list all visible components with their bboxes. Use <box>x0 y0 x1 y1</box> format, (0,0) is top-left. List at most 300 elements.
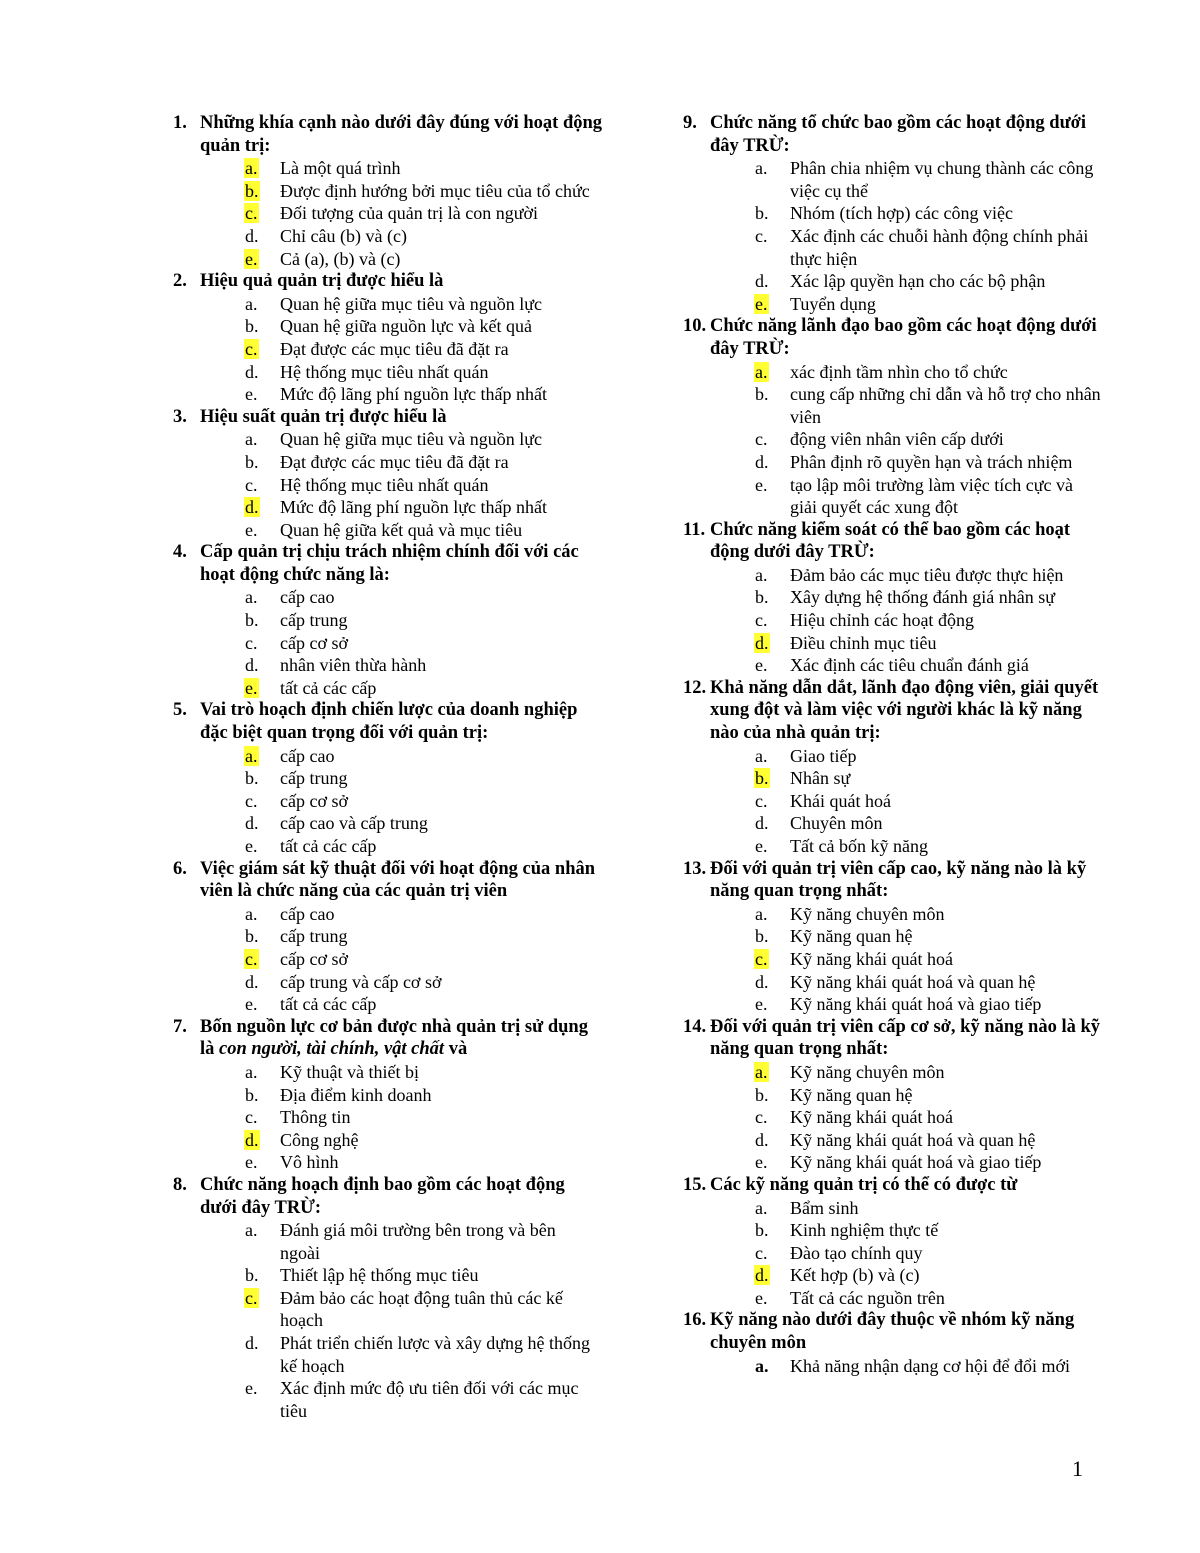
highlighted-answer-marker: a. <box>245 745 258 766</box>
option-letter <box>244 586 280 609</box>
option-text: Bẩm sinh <box>790 1197 859 1218</box>
question-text: Khả năng dẫn dắt, lãnh đạo động viên, giải quyết xung đột và làm việc với người khác là kỹ năng nào của nhà quản trị: <box>710 677 1099 744</box>
question-heading <box>173 406 603 429</box>
option-letter <box>244 293 280 316</box>
option-text: cấp cao và cấp trung <box>280 813 428 834</box>
answer-option <box>683 971 1113 994</box>
option-letter <box>754 790 790 813</box>
option-text: Nhóm (tích hợp) các công việc <box>790 203 1013 224</box>
answer-option <box>173 812 603 835</box>
option-text: Thiết lập hệ thống mục tiêu <box>280 1265 479 1286</box>
option-text: cấp trung và cấp cơ sở <box>280 971 442 992</box>
option-letter-text: d. <box>755 451 769 472</box>
option-text: cấp cao <box>280 587 335 608</box>
option-text: Đánh giá môi trường bên trong và bên ngoài <box>280 1220 556 1263</box>
option-text: tất cả các cấp <box>280 994 377 1015</box>
answer-option <box>683 1219 1113 1242</box>
answer-option <box>683 1084 1113 1107</box>
option-letter <box>754 1219 790 1242</box>
option-letter-text: d. <box>755 813 769 834</box>
option-text: Tất cả các nguồn trên <box>790 1287 945 1308</box>
answer-option <box>173 586 603 609</box>
option-letter <box>754 361 790 384</box>
option-text: Tuyển dụng <box>790 293 876 314</box>
question-item <box>173 699 603 857</box>
question-number: 7. <box>173 1016 187 1037</box>
option-letter-text: a. <box>245 903 258 924</box>
option-text: tạo lập môi trường làm việc tích cực và giải quyết các xung đột <box>790 474 1073 518</box>
question-heading <box>683 1174 1113 1197</box>
option-letter-text: b. <box>755 926 769 947</box>
option-letter-text: e. <box>245 836 258 856</box>
question-text: Hiệu suất quản trị được hiểu là <box>200 406 447 427</box>
option-letter-text: e. <box>245 1378 258 1399</box>
answer-options-list <box>683 1355 1113 1378</box>
option-text: Phát triển chiến lược và xây dựng hệ thống kế hoạch <box>280 1333 590 1376</box>
answer-options-list <box>683 745 1113 858</box>
answer-options-list <box>683 157 1113 315</box>
option-letter-text: d. <box>245 813 259 834</box>
option-letter-text: a. <box>755 903 768 924</box>
option-letter-text: c. <box>755 1107 768 1128</box>
option-letter-text: d. <box>755 1129 769 1150</box>
highlighted-answer-marker: b. <box>755 768 769 789</box>
option-letter <box>244 632 280 655</box>
option-letter <box>754 1197 790 1220</box>
answer-option <box>683 835 1113 858</box>
option-letter-text: a. <box>755 1355 769 1376</box>
option-letter <box>754 1106 790 1129</box>
option-letter-text: b. <box>755 1220 769 1241</box>
question-heading <box>683 858 1113 903</box>
option-letter-text: a. <box>245 587 258 608</box>
question-number: 14. <box>683 1016 707 1037</box>
option-text: cấp cơ sở <box>280 790 349 811</box>
answer-option <box>173 1106 603 1129</box>
option-letter-text: a. <box>755 1197 768 1218</box>
option-letter-text: a. <box>245 429 258 450</box>
option-letter <box>754 451 790 474</box>
option-text: Hệ thống mục tiêu nhất quán <box>280 474 489 495</box>
answer-option <box>683 925 1113 948</box>
option-letter <box>754 812 790 835</box>
question-item <box>683 1016 1113 1174</box>
question-item <box>683 112 1113 315</box>
answer-option <box>683 361 1113 384</box>
option-text: Kỹ năng khái quát hoá và quan hệ <box>790 1129 1036 1150</box>
highlighted-answer-marker: a. <box>245 158 258 179</box>
answer-option <box>173 609 603 632</box>
answer-option <box>173 971 603 994</box>
option-text: Hiệu chỉnh các hoạt động <box>790 610 974 631</box>
answer-option <box>173 338 603 361</box>
answer-option <box>173 428 603 451</box>
option-text: Điều chỉnh mục tiêu <box>790 632 937 653</box>
highlighted-answer-marker: a. <box>755 361 768 382</box>
question-item <box>173 541 603 699</box>
answer-option <box>683 1355 1113 1378</box>
option-text: Quan hệ giữa mục tiêu và nguồn lực <box>280 293 542 314</box>
option-letter-text: d. <box>755 271 769 292</box>
question-number: 8. <box>173 1174 187 1195</box>
question-heading <box>173 541 603 586</box>
option-letter-text: d. <box>245 1333 259 1354</box>
option-text: cấp cơ sở <box>280 948 349 969</box>
answer-option <box>683 812 1113 835</box>
option-letter-text: b. <box>245 926 259 947</box>
option-letter-text: a. <box>245 1220 258 1241</box>
option-text: Kết hợp (b) và (c) <box>790 1265 920 1286</box>
answer-option <box>173 496 603 519</box>
answer-option <box>173 767 603 790</box>
option-letter <box>244 1061 280 1084</box>
option-letter-text: b. <box>755 1084 769 1105</box>
option-text: cung cấp những chỉ dẫn và hỗ trợ cho nhân viên <box>790 384 1101 427</box>
answer-option <box>173 1061 603 1084</box>
option-letter <box>754 474 790 519</box>
option-letter <box>244 451 280 474</box>
highlighted-answer-marker: d. <box>755 632 769 653</box>
option-letter <box>754 993 790 1016</box>
question-number: 3. <box>173 406 187 427</box>
option-letter-text: e. <box>245 994 258 1015</box>
highlighted-answer-marker: c. <box>245 338 258 359</box>
answer-option <box>683 1242 1113 1265</box>
option-text: Được định hướng bởi mục tiêu của tổ chức <box>280 180 590 201</box>
answer-options-list <box>173 428 603 541</box>
question-text: Hiệu quả quản trị được hiểu là <box>200 271 444 292</box>
question-text: Kỹ năng nào dưới đây thuộc về nhóm kỹ năng chuyên môn <box>710 1310 1075 1354</box>
option-letter <box>244 496 280 519</box>
option-letter <box>244 1084 280 1107</box>
option-text: Kỹ năng chuyên môn <box>790 903 945 924</box>
answer-option <box>173 1264 603 1287</box>
option-text: Quan hệ giữa nguồn lực và kết quả <box>280 316 532 337</box>
option-letter-text: a. <box>755 745 768 766</box>
answer-option <box>683 745 1113 768</box>
option-text: Kinh nghiệm thực tế <box>790 1220 939 1241</box>
answer-option <box>683 1061 1113 1084</box>
option-text: Đạt được các mục tiêu đã đặt ra <box>280 451 509 472</box>
option-text: động viên nhân viên cấp dưới <box>790 429 1004 450</box>
question-number: 12. <box>683 677 707 698</box>
answer-option <box>683 586 1113 609</box>
highlighted-answer-marker: d. <box>245 497 259 518</box>
highlighted-answer-marker: e. <box>245 248 258 269</box>
option-letter-text: e. <box>245 519 258 540</box>
question-item <box>173 1016 603 1174</box>
highlighted-answer-marker: e. <box>755 293 768 314</box>
answer-option <box>683 225 1113 270</box>
answer-option <box>173 180 603 203</box>
option-text: Đảm bảo các mục tiêu được thực hiện <box>790 564 1064 585</box>
answer-option <box>683 270 1113 293</box>
question-text-italic: con người, tài chính, vật chất <box>219 1039 445 1060</box>
option-text: Là một quá trình <box>280 158 401 179</box>
option-text: Kỹ năng quan hệ <box>790 1084 913 1105</box>
answer-option <box>683 474 1113 519</box>
option-letter <box>754 1355 790 1378</box>
option-letter <box>244 971 280 994</box>
answer-option <box>173 925 603 948</box>
answer-option <box>173 157 603 180</box>
option-letter-text: c. <box>245 790 258 811</box>
option-text: Kỹ năng khái quát hoá và giao tiếp <box>790 1152 1042 1173</box>
highlighted-answer-marker: b. <box>245 180 259 201</box>
question-item <box>173 112 603 270</box>
question-text: Những khía cạnh nào dưới đây đúng với hoạt động quản trị: <box>200 113 603 156</box>
option-letter-text: b. <box>755 203 769 224</box>
option-letter <box>754 1264 790 1287</box>
question-item <box>683 519 1113 677</box>
option-letter <box>244 248 280 271</box>
answer-options-list <box>173 293 603 406</box>
option-text: Phân chia nhiệm vụ chung thành các công việc cụ thể <box>790 158 1094 201</box>
question-text: Chức năng hoạch định bao gồm các hoạt động dưới đây TRỪ: <box>200 1174 565 1218</box>
option-letter <box>754 609 790 632</box>
option-letter <box>244 993 280 1016</box>
option-letter <box>244 428 280 451</box>
option-text: Mức độ lãng phí nguồn lực thấp nhất <box>280 384 547 405</box>
answer-options-list <box>683 564 1113 677</box>
question-heading <box>173 699 603 744</box>
answer-option <box>173 474 603 497</box>
option-letter-text: b. <box>245 610 259 631</box>
right-column <box>683 112 1113 1377</box>
question-text-part: và <box>444 1039 468 1060</box>
answer-option <box>173 1084 603 1107</box>
question-text <box>200 1016 603 1061</box>
option-text: Đối tượng của quản trị là con người <box>280 203 538 224</box>
option-letter-text: e. <box>755 1287 768 1308</box>
option-letter <box>754 1084 790 1107</box>
option-letter <box>754 654 790 677</box>
option-text: Nhân sự <box>790 768 851 789</box>
answer-option <box>683 451 1113 474</box>
question-item <box>173 1174 603 1423</box>
answer-options-list <box>173 745 603 858</box>
option-text: cấp cao <box>280 745 335 766</box>
option-text: Khái quát hoá <box>790 790 891 811</box>
answer-option <box>683 993 1113 1016</box>
answer-option <box>173 293 603 316</box>
question-number: 11. <box>683 519 706 540</box>
option-text: cấp trung <box>280 610 348 631</box>
option-text: cấp cơ sở <box>280 632 349 653</box>
option-letter <box>754 428 790 451</box>
answer-options-list <box>683 903 1113 1016</box>
question-number: 1. <box>173 113 187 133</box>
question-item <box>173 270 603 406</box>
option-text: Tất cả bốn kỹ năng <box>790 836 928 856</box>
question-item <box>173 858 603 1016</box>
answer-options-list <box>683 361 1113 519</box>
question-number: 15. <box>683 1174 707 1195</box>
option-text: Mức độ lãng phí nguồn lực thấp nhất <box>280 497 547 518</box>
question-heading <box>683 315 1113 360</box>
option-letter <box>244 948 280 971</box>
question-number: 4. <box>173 542 187 563</box>
question-heading <box>683 1016 1113 1061</box>
option-letter <box>244 180 280 203</box>
option-letter <box>244 338 280 361</box>
answer-option <box>173 632 603 655</box>
answer-option <box>683 1106 1113 1129</box>
option-text: nhân viên thừa hành <box>280 655 427 676</box>
option-text: Khả năng nhận dạng cơ hội để đổi mới <box>790 1355 1070 1376</box>
option-letter-text: e. <box>755 474 768 495</box>
answer-option <box>683 293 1113 316</box>
question-number: 2. <box>173 271 187 292</box>
answer-options-list <box>683 1197 1113 1310</box>
question-text: Chức năng lãnh đạo bao gồm các hoạt động dưới đây TRỪ: <box>710 316 1097 359</box>
option-text: Quan hệ giữa mục tiêu và nguồn lực <box>280 429 542 450</box>
option-text: Địa điểm kinh doanh <box>280 1084 432 1105</box>
option-text: tất cả các cấp <box>280 677 377 698</box>
question-text: Chức năng kiểm soát có thể bao gồm các hoạt động dưới đây TRỪ: <box>710 519 1071 563</box>
option-letter-text: c. <box>755 790 768 811</box>
option-text: xác định tầm nhìn cho tổ chức <box>790 361 1008 382</box>
answer-option <box>173 361 603 384</box>
option-letter <box>244 383 280 406</box>
answer-option <box>683 609 1113 632</box>
question-item <box>683 858 1113 1016</box>
option-text: Cả (a), (b) và (c) <box>280 248 401 269</box>
answer-option <box>683 654 1113 677</box>
option-letter-text: d. <box>755 971 769 992</box>
option-text: Công nghệ <box>280 1129 359 1150</box>
answer-options-list <box>173 157 603 270</box>
answer-option <box>683 948 1113 971</box>
option-letter-text: a. <box>755 564 768 585</box>
option-letter-text: d. <box>245 361 259 382</box>
option-letter <box>754 1151 790 1174</box>
option-letter-text: c. <box>755 429 768 450</box>
option-letter <box>244 812 280 835</box>
option-letter <box>244 1106 280 1129</box>
highlighted-answer-marker: e. <box>245 677 258 698</box>
question-number: 5. <box>173 700 187 721</box>
option-letter <box>244 519 280 542</box>
option-letter-text: e. <box>755 1152 768 1173</box>
option-text: Kỹ năng chuyên môn <box>790 1061 945 1082</box>
option-letter-text: d. <box>245 225 259 246</box>
option-text: Thông tin <box>280 1107 351 1128</box>
question-text: Cấp quản trị chịu trách nhiệm chính đối với các hoạt động chức năng là: <box>200 542 579 585</box>
option-text: Xác lập quyền hạn cho các bộ phận <box>790 271 1046 292</box>
option-text: Kỹ năng quan hệ <box>790 926 913 947</box>
answer-option <box>683 157 1113 202</box>
question-heading <box>683 519 1113 564</box>
question-text: Đối với quản trị viên cấp cơ sở, kỹ năng nào là kỹ năng quan trọng nhất: <box>710 1016 1101 1060</box>
highlighted-answer-marker: d. <box>245 1129 259 1150</box>
question-text: Đối với quản trị viên cấp cao, kỹ năng nào là kỹ năng quan trọng nhất: <box>710 858 1087 902</box>
answer-options-list <box>173 903 603 1016</box>
option-letter-text: b. <box>755 384 769 405</box>
option-letter-text: e. <box>755 655 768 676</box>
question-text-part: Bốn nguồn lực cơ bản được nhà quản trị sử dụng là <box>200 1016 588 1060</box>
option-letter <box>244 903 280 926</box>
option-text: Kỹ năng khái quát hoá và giao tiếp <box>790 994 1042 1015</box>
question-number: 6. <box>173 858 187 879</box>
question-number: 16. <box>683 1310 707 1331</box>
option-letter <box>244 835 280 858</box>
option-letter <box>244 790 280 813</box>
option-letter-text: a. <box>245 293 258 314</box>
option-letter <box>754 225 790 270</box>
option-letter-text: b. <box>245 1084 259 1105</box>
option-text: Xác định các tiêu chuẩn đánh giá <box>790 655 1029 676</box>
question-heading <box>173 270 603 293</box>
question-item <box>683 315 1113 518</box>
option-letter <box>754 767 790 790</box>
option-letter <box>244 677 280 700</box>
option-letter <box>754 202 790 225</box>
answer-option <box>683 632 1113 655</box>
option-letter-text: b. <box>245 768 259 789</box>
option-letter <box>244 315 280 338</box>
option-letter <box>754 745 790 768</box>
question-number: 9. <box>683 113 697 133</box>
answer-option <box>683 1197 1113 1220</box>
answer-option <box>173 315 603 338</box>
option-letter <box>244 767 280 790</box>
option-text: Xác định mức độ ưu tiên đối với các mục tiêu <box>280 1378 579 1421</box>
option-letter <box>244 1287 280 1332</box>
page-number: 1 <box>1072 1456 1083 1481</box>
option-letter <box>754 1287 790 1310</box>
option-letter-text: c. <box>245 1107 258 1128</box>
answer-option <box>173 225 603 248</box>
question-heading <box>683 1309 1113 1354</box>
answer-option <box>173 202 603 225</box>
answer-option <box>683 1287 1113 1310</box>
answer-option <box>683 428 1113 451</box>
question-item <box>173 406 603 542</box>
answer-options-list <box>173 1219 603 1422</box>
answer-option <box>173 1377 603 1422</box>
option-letter-text: c. <box>755 1242 768 1263</box>
question-text: Chức năng tổ chức bao gồm các hoạt động dưới đây TRỪ: <box>710 113 1087 156</box>
option-text: Đạt được các mục tiêu đã đặt ra <box>280 338 509 359</box>
answer-option <box>173 1129 603 1152</box>
answer-option <box>173 993 603 1016</box>
answer-option <box>173 677 603 700</box>
option-text: Kỹ năng khái quát hoá <box>790 1107 953 1128</box>
option-letter-text: b. <box>245 316 259 337</box>
option-letter-text: c. <box>755 610 768 631</box>
option-text: Đào tạo chính quy <box>790 1242 923 1263</box>
answer-option <box>683 564 1113 587</box>
answer-option <box>173 1287 603 1332</box>
question-heading <box>173 858 603 903</box>
option-text: Phân định rõ quyền hạn và trách nhiệm <box>790 451 1073 472</box>
answer-option <box>173 948 603 971</box>
question-text: Các kỹ năng quản trị có thể có được từ <box>710 1174 1018 1195</box>
answer-options-list <box>683 1061 1113 1174</box>
option-letter-text: a. <box>245 1061 258 1082</box>
answer-options-list <box>173 1061 603 1174</box>
option-letter-text: e. <box>755 836 768 856</box>
highlighted-answer-marker: c. <box>245 1287 258 1308</box>
option-text: tất cả các cấp <box>280 836 377 856</box>
question-heading <box>683 677 1113 745</box>
option-letter <box>244 474 280 497</box>
answer-option <box>173 745 603 768</box>
option-letter <box>754 383 790 428</box>
question-heading <box>683 112 1113 157</box>
answer-option <box>173 1332 603 1377</box>
